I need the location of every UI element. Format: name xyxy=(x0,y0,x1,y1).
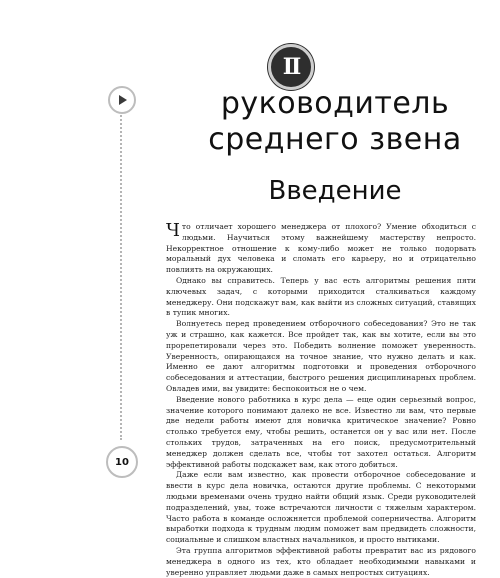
play-icon xyxy=(108,86,136,114)
chapter-title-line1: руководитель xyxy=(220,86,450,121)
chapter-title-line2: среднего звена xyxy=(208,122,462,157)
paragraph: Введение нового работника в курс дела — еще один серьезный вопрос, значение которого понимают далеко не все. Известно ли вам, что первые две недели работы имеют для новичка критическое значение? Ровно столько требуется ему, чтобы решить, останется он у вас или нет. После стольких трудов, затраченных на его поиск, предусмотрительный менеджер должен сделать все, чтобы тот захотел остаться. Алгоритм эффективной работы подскажет вам, как этого добиться. xyxy=(166,394,476,469)
play-triangle-icon xyxy=(115,93,129,107)
page-number-badge xyxy=(106,446,138,478)
paragraph: Даже если вам известно, как провести отборочное собеседование и ввести в курс дела новичка, остаются другие проблемы. С некоторыми людьми временами очень трудно найти общий язык. Среди руководителей подразделений, увы, тоже встречаются личности с тяжелым характером. Часто работа в команде осложняется проблемой соперничества. Алгоритм выработки подхода к трудным людям поможет вам предвидеть сложности, социальные и слишком властных начальников, и просто нытиками. xyxy=(166,470,476,545)
paragraph xyxy=(166,222,476,276)
body-text xyxy=(166,222,476,578)
page-number: 10 xyxy=(115,456,129,468)
section-title: Введение xyxy=(268,176,402,206)
chapter-number-badge xyxy=(268,44,314,90)
paragraph: Эта группа алгоритмов эффективной работы превратит вас из рядового менеджера в одного из тех, кто обладает необходимыми навыками и уверенно управляет людьми даже в самых непростых ситуациях. xyxy=(166,545,476,577)
dotted-margin-rule xyxy=(120,100,122,440)
paragraph-text: то отличает хорошего менеджера от плохого? Умение обходиться с людьми. Научиться этому важнейшему мастерству непросто. Некорректное отношение к кому-либо может не только подорвать моральный дух человека и сломать его карьеру, но и отрицательно повлиять на окружающих. xyxy=(166,222,476,275)
chapter-title xyxy=(200,86,470,158)
chapter-number: II xyxy=(282,54,300,80)
paragraph: Волнуетесь перед проведением отборочного собеседования? Это не так уж и страшно, как кажется. Все пройдет так, как вы хотите, если вы это прорепетировали через это. Победить волнение поможет уверенность. Уверенность, опирающаяся на точное знание, что нужно делать и как. Именно ее дают алгоритмы подготовки и проведения отборочного собеседования и аттестации, быстрого решения дисциплинарных проблем. Овладев ими, вы увидите: беспокоиться не о чем. xyxy=(166,319,476,393)
dropcap: Ч xyxy=(166,220,180,241)
paragraph: Однако вы справитесь. Теперь у вас есть алгоритмы решения пяти ключевых задач, с которыми приходится сталкиваться каждому менеджеру. Они подскажут вам, как выйти из сложных ситуаций, ставящих в тупик многих. xyxy=(166,275,476,318)
